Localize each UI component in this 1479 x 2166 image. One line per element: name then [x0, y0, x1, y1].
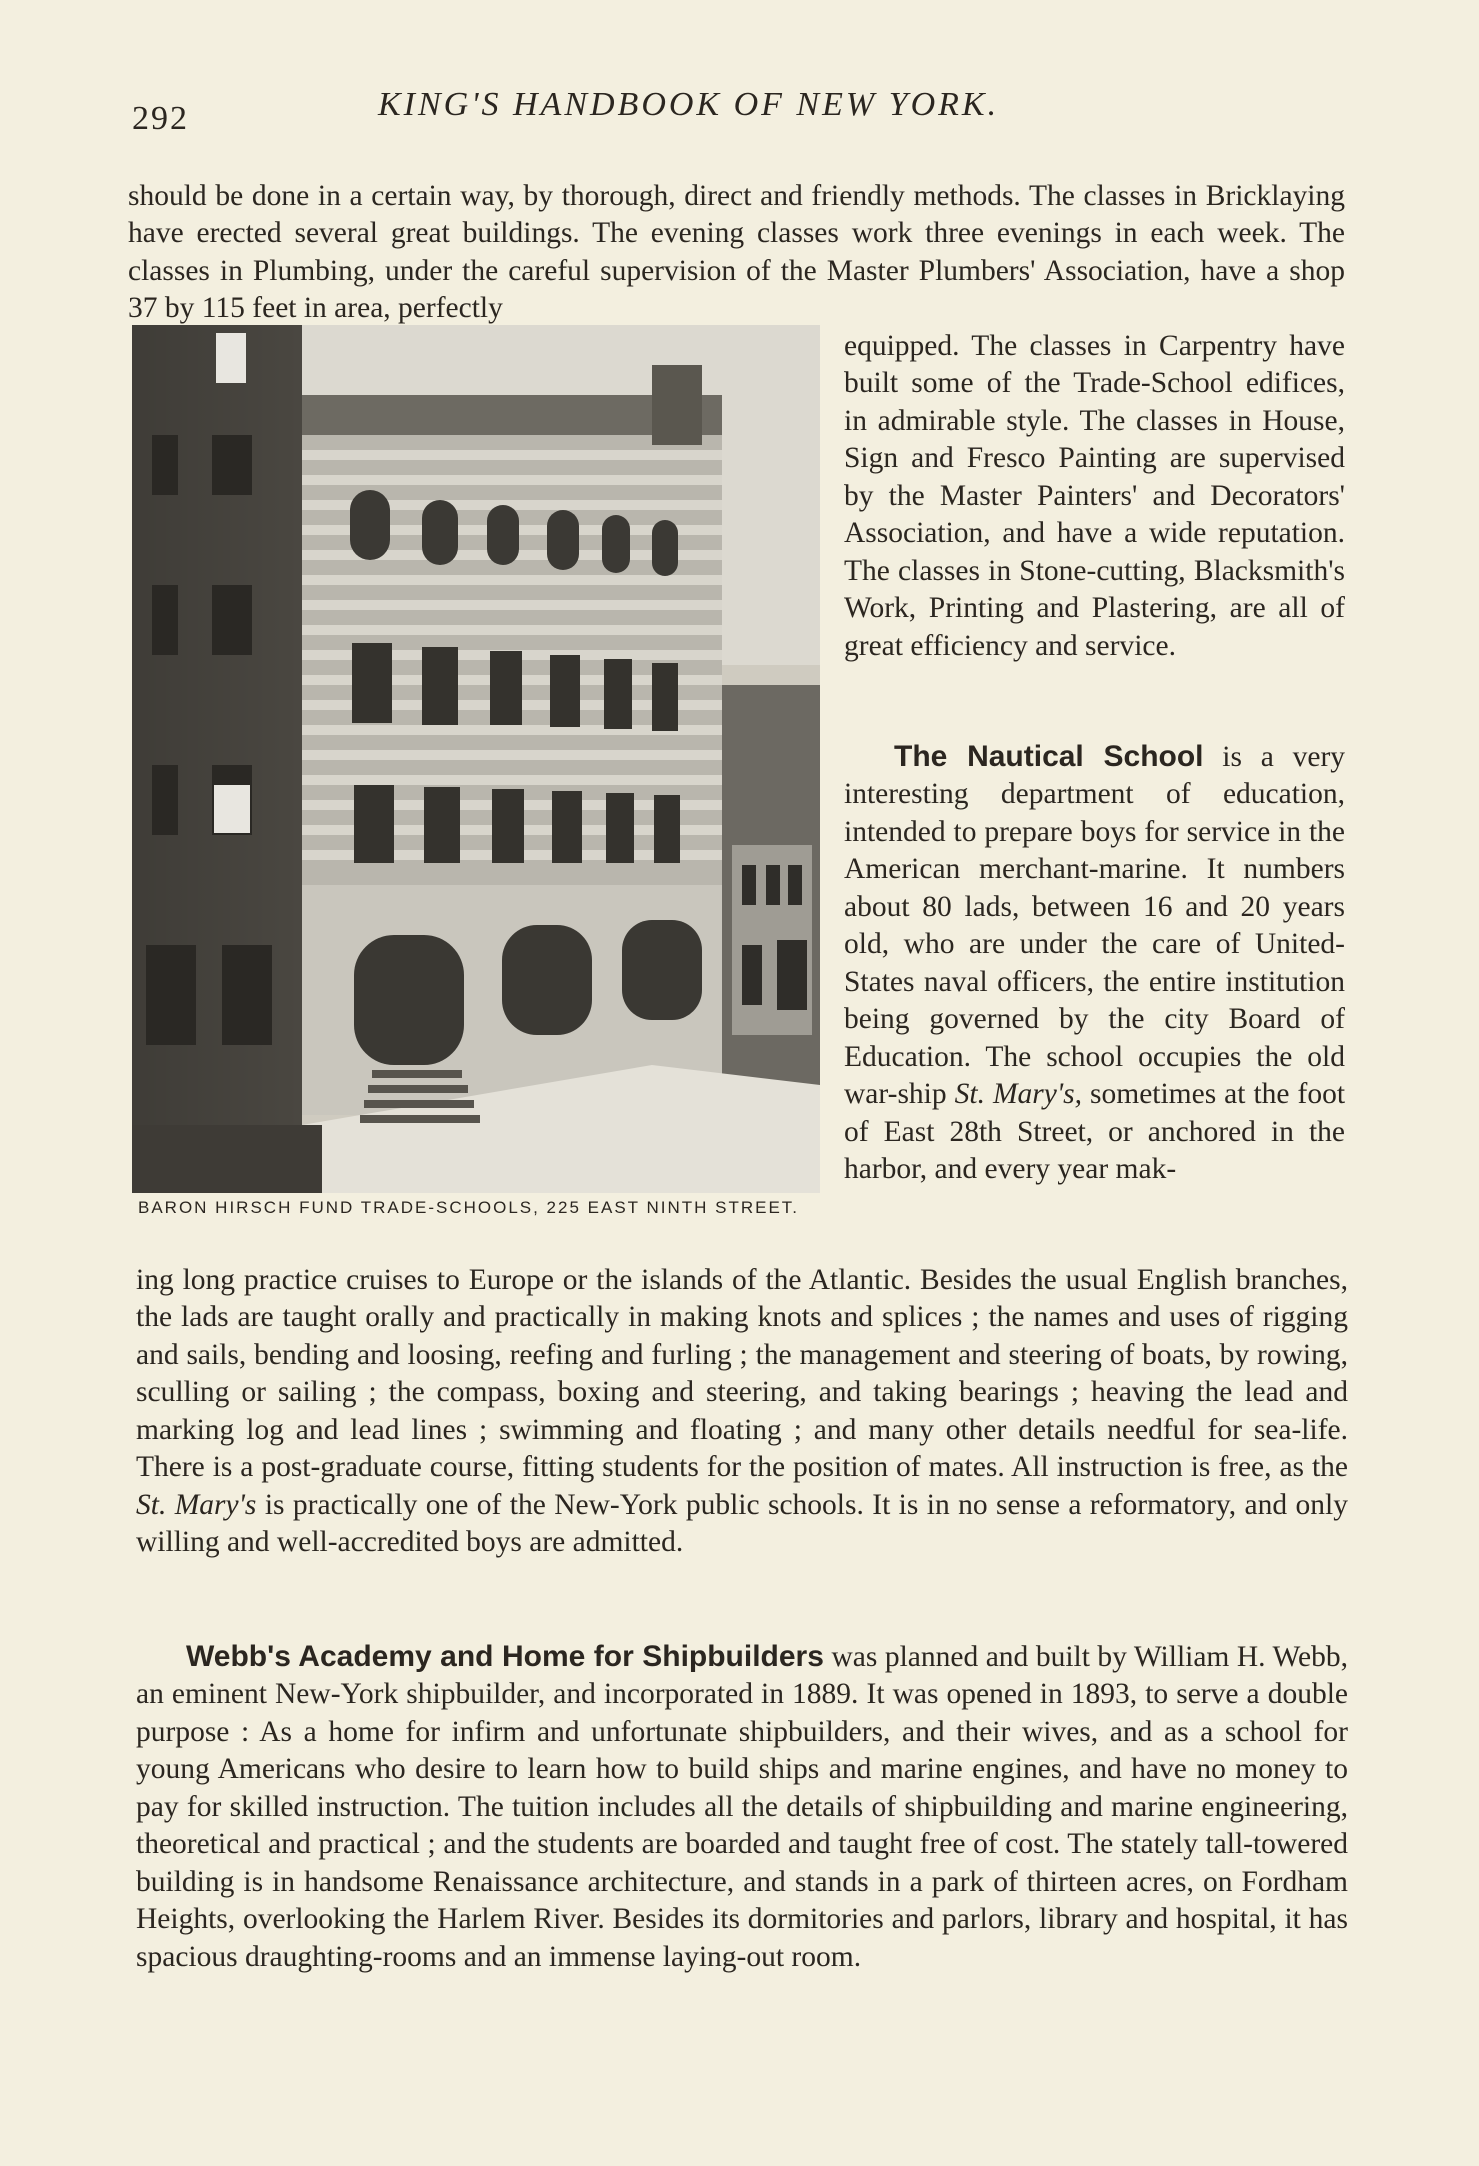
paragraph-nautical-school: [844, 738, 1345, 1189]
heading-nautical-school: The Nautical School: [894, 739, 1204, 773]
paragraph-webbs-academy: [136, 1638, 1348, 1977]
ship-name-2: St. Mary's: [136, 1488, 257, 1521]
figure-caption: BARON HIRSCH FUND TRADE-SCHOOLS, 225 EAST NINTH STREET.: [138, 1198, 800, 1217]
page-header: [128, 80, 1348, 137]
nautical-continued-b: is practically one of the New-York public schools. It is in no sense a reformatory, and only willing and well-accredited boys are admitted.: [136, 1488, 1348, 1558]
nautical-text-b: sometimes at the foot of East 28th Street, or anchored in the harbor, and every year mak-: [844, 1078, 1346, 1185]
figure-trade-school-photo: [132, 325, 820, 1193]
paragraph-nautical-continued: [136, 1262, 1348, 1562]
webbs-academy-text: was planned and built by William H. Webb, an eminent New-York shipbuilder, and incorporated in 1889. It was opened in 1893, to serve a double purpose : As a home for infirm and unfortunate shipbuilders, and their wives, and as a school for young Americans who desire to learn how to build ships and marine engines, and have no money to pay for skilled instruction. The tuition includes all the details of shipbuilding and marine engineering, theoretical and practical ; and the students are boarded and taught free of cost. The stately tall-towered building is in handsome Renaissance architecture, and stands in a park of thirteen acres, on Fordham Heights, overlooking the Harlem River. Besides its dormitories and parlors, library and hospital, it has spacious draughting-rooms and an immense laying-out room.: [136, 1640, 1348, 1973]
running-title: KING'S HANDBOOK OF NEW YORK.: [378, 86, 1000, 123]
page-number: 292: [132, 100, 189, 137]
heading-webbs-academy: Webb's Academy and Home for Shipbuilders: [186, 1639, 824, 1673]
building-photograph: [132, 325, 820, 1193]
ship-name: St. Mary's,: [954, 1078, 1083, 1110]
paragraph-trade-classes: should be done in a certain way, by thorough, direct and friendly methods. The classes in Bricklaying have erected several great buildings. The evening classes work three evenings in each week. The classes in Plumbing, under the careful supervision of the Master Plumbers' Association, have a shop 37 by 115 feet in area, perfectly: [128, 179, 1345, 324]
paragraph-carpentry-classes: equipped. The classes in Carpentry have built some of the Trade-School edifices, in admirable style. The classes in House, Sign and Fresco Painting are supervised by the Master Painters' and Decorators' Association, and have a wide reputation. The classes in Stone-cutting, Blacksmith's Work, Printing and Plastering, are all of great efficiency and service.: [844, 329, 1345, 662]
nautical-text-a: is a very interesting department of education, intended to prepare boys for service in the American merchant-marine. It numbers about 80 lads, between 16 and 20 years old, who are under the care of United-States naval officers, the entire institution being governed by the city Board of Education. The school occupies the old war-ship: [844, 740, 1346, 1110]
nautical-continued-a: ing long practice cruises to Europe or the islands of the Atlantic. Besides the usual English branches, the lads are taught orally and practically in making knots and splices ; the names and uses of rigging and sails, bending and loosing, reefing and furling ; the management and steering of boats, by rowing, sculling or sailing ; the compass, boxing and steering, and taking bearings ; heaving the lead and marking log and lead lines ; swimming and floating ; and many other details needful for sea-life. There is a post-graduate course, fitting students for the position of mates. All instruction is free, as the: [136, 1263, 1348, 1483]
